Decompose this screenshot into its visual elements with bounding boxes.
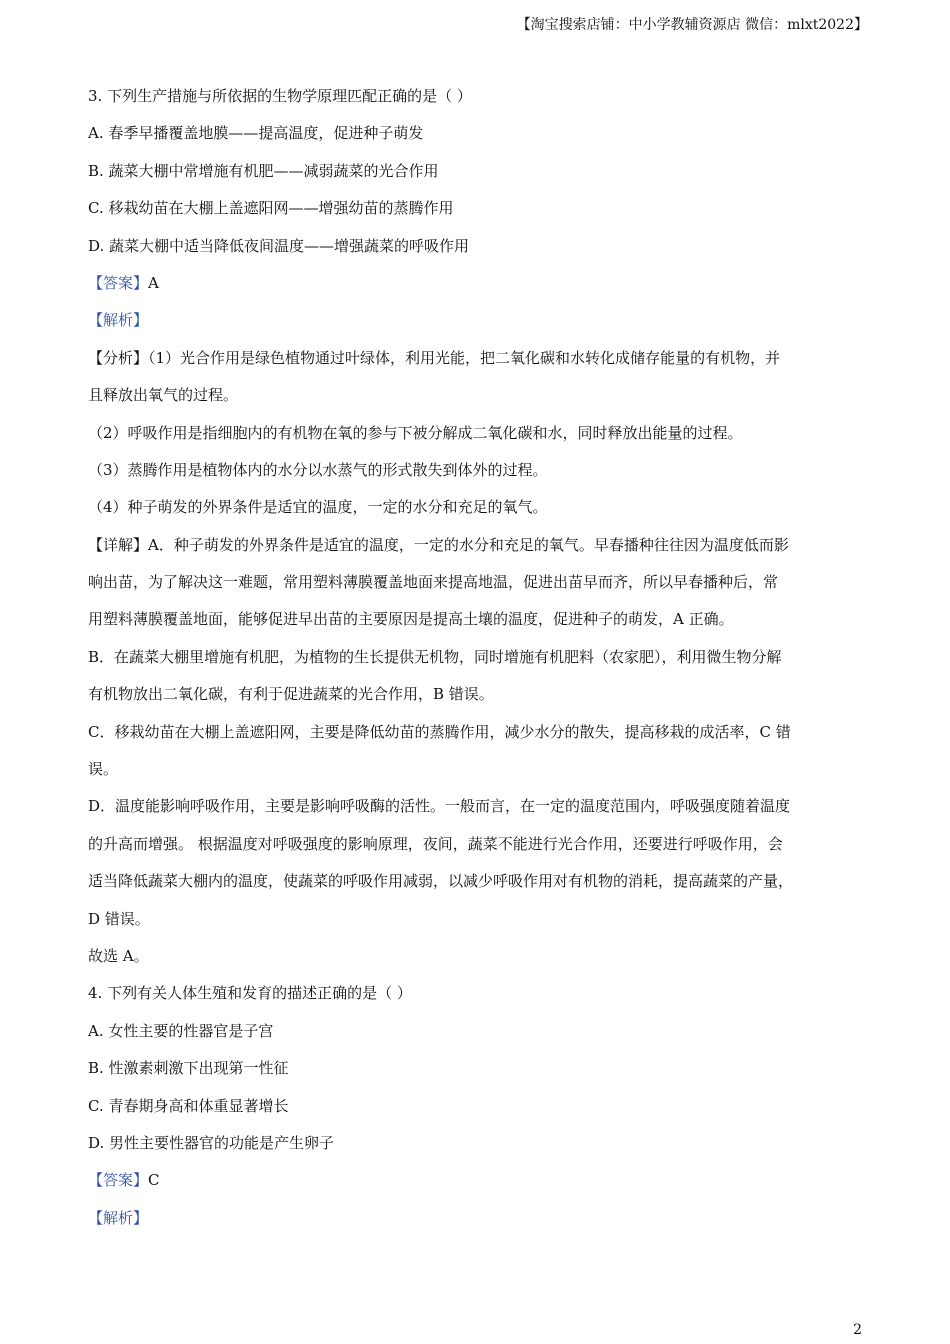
answer-label: 【答案】 — [88, 273, 149, 292]
detail-a-line-3: 用塑料薄膜覆盖地面，能够促进早出苗的主要原因是提高土壤的温度，促进种子的萌发，A 正确。 — [88, 610, 734, 629]
detail-d-line-1: D．温度能影响呼吸作用，主要是影响呼吸酶的活性。一般而言，在一定的温度范围内，呼吸强度随着温度 — [88, 797, 791, 816]
fenxi-text-1a: （1）光合作用是绿色植物通过叶绿体，利用光能，把二氧化碳和水转化成储存能量的有机物，并 — [148, 348, 781, 367]
question-3-answer — [88, 265, 864, 302]
question-3-option-d: D. 蔬菜大棚中适当降低夜间温度——增强蔬菜的呼吸作用 — [88, 236, 470, 255]
answer-label: 【答案】 — [88, 1171, 149, 1190]
question-3-stem: 3. 下列生产措施与所依据的生物学原理匹配正确的是（ ） — [88, 87, 472, 105]
question-4-stem: 4. 下列有关人体生殖和发育的描述正确的是（ ） — [88, 984, 412, 1003]
fenxi-line-1 — [88, 340, 864, 377]
question-3-conclusion: 故选 A。 — [88, 946, 149, 965]
fenxi-label: 【分析】 — [88, 348, 149, 367]
fenxi-line-1b: 且释放出氧气的过程。 — [88, 386, 239, 405]
page-header: 【淘宝搜索店铺：中小学教辅资源店 微信：mlxt2022】 — [516, 17, 868, 33]
detail-d-line-2: 的升高而增强。 根据温度对呼吸强度的影响原理，夜间，蔬菜不能进行光合作用，还要进行呼吸作用，会 — [88, 834, 783, 853]
question-4-answer — [88, 1162, 864, 1199]
answer-value: C — [148, 1171, 160, 1190]
question-4-option-a: A. 女性主要的性器官是子宫 — [88, 1021, 274, 1040]
answer-value: A — [148, 273, 159, 292]
question-4-analysis-label: 【解析】 — [88, 1208, 149, 1227]
page-number: 2 — [853, 1322, 862, 1338]
detail-c-line-2: 误。 — [88, 760, 119, 779]
question-4-option-b: B. 性激素刺激下出现第一性征 — [88, 1059, 289, 1078]
question-3-option-b: B. 蔬菜大棚中常增施有机肥——减弱蔬菜的光合作用 — [88, 161, 439, 180]
detail-b-line-1: B．在蔬菜大棚里增施有机肥，为植物的生长提供无机物，同时增施有机肥料（农家肥），利用微生物分解 — [88, 647, 782, 666]
question-4-option-d: D. 男性主要性器官的功能是产生卵子 — [88, 1133, 335, 1152]
detail-a-line-2: 响出苗，为了解决这一难题，常用塑料薄膜覆盖地面来提高地温，促进出苗早而齐，所以早春播种后，常 — [88, 573, 779, 592]
question-3-analysis-label: 【解析】 — [88, 311, 149, 330]
question-3-option-c: C. 移栽幼苗在大棚上盖遮阳网——增强幼苗的蒸腾作用 — [88, 199, 454, 218]
detail-c-line-1: C．移栽幼苗在大棚上盖遮阳网，主要是降低幼苗的蒸腾作用，减少水分的散失，提高移栽的成活率，C 错 — [88, 722, 791, 741]
detail-d-line-4: D 错误。 — [88, 909, 150, 928]
question-4-option-c: C. 青春期身高和体重显著增长 — [88, 1096, 289, 1115]
detail-b-line-2: 有机物放出二氧化碳，有利于促进蔬菜的光合作用，B 错误。 — [88, 685, 494, 704]
xiangjie-label: 【详解】 — [88, 535, 149, 554]
document-body — [88, 78, 864, 1237]
fenxi-line-4: （4）种子萌发的外界条件是适宜的温度，一定的水分和充足的氧气。 — [88, 498, 548, 517]
question-3-option-a: A. 春季早播覆盖地膜——提高温度，促进种子萌发 — [88, 124, 424, 143]
detail-d-line-3: 适当降低蔬菜大棚内的温度，使蔬菜的呼吸作用减弱，以减少呼吸作用对有机物的消耗，提高蔬菜的产量， — [88, 872, 794, 891]
detail-a-text-1: A．种子萌发的外界条件是适宜的温度，一定的水分和充足的氧气。早春播种往往因为温度低而影 — [148, 535, 789, 554]
fenxi-line-2: （2）呼吸作用是指细胞内的有机物在氧的参与下被分解成二氧化碳和水，同时释放出能量的过程。 — [88, 423, 743, 442]
fenxi-line-3: （3）蒸腾作用是植物体内的水分以水蒸气的形式散失到体外的过程。 — [88, 460, 548, 479]
detail-a-line-1 — [88, 527, 864, 564]
